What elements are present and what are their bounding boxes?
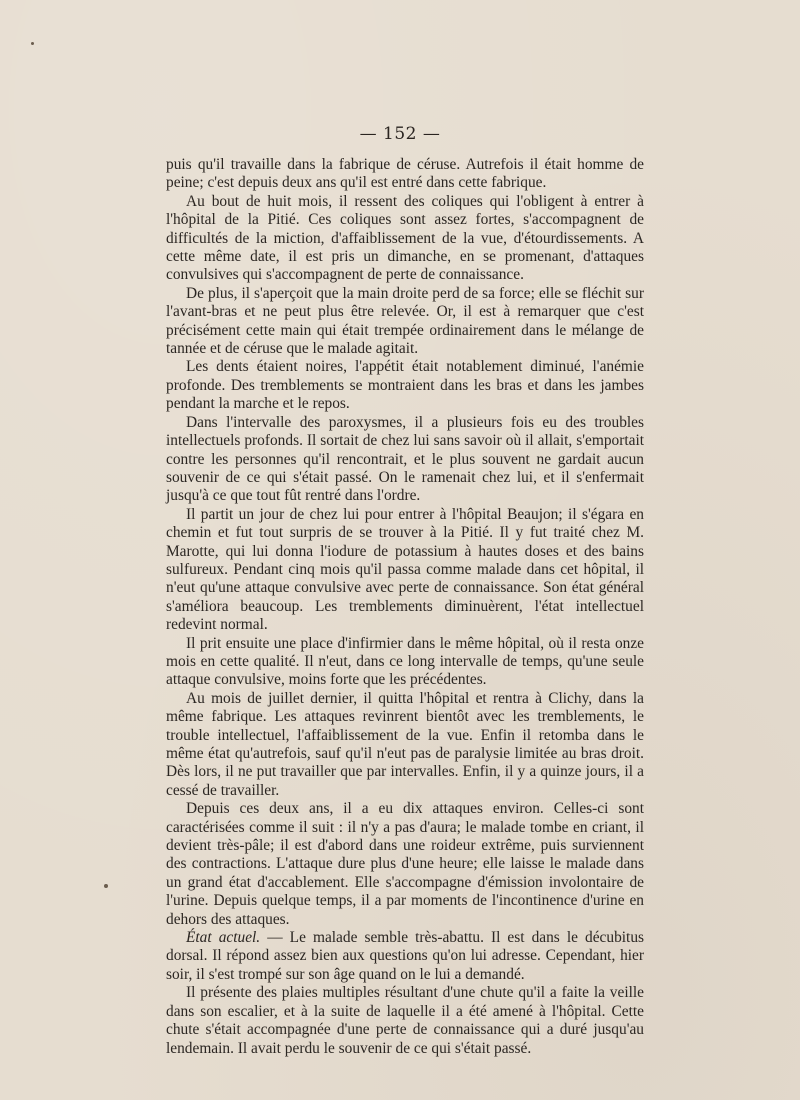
paragraph: Au mois de juillet dernier, il quitta l'hôpital et rentra à Clichy, dans la même fabrique. Les attaques revinrent bientôt avec les tremblements, le trouble intellectuel, l'affaiblissement de la vue. Enfin il retomba dans le même état qu'autrefois, sauf qu'il n'eut pas de paralysie limitée au bras droit. Dès lors, il ne put travailler que par intervalles. Enfin, il y a quinze jours, il a cessé de travailler. [166, 689, 644, 799]
paper-speck [31, 42, 34, 45]
paragraph: Il présente des plaies multiples résultant d'une chute qu'il a faite la veille dans son escalier, et à la suite de laquelle il a été amené à l'hôpital. Cette chute s'était accompagnée d'une perte de connaissance qui a duré jusqu'au lendemain. Il avait perdu le souvenir de ce qui s'était passé. [166, 984, 644, 1057]
state-text: — Le malade semble très-abattu. Il est dans le décubitus dorsal. Il répond assez bien aux questions qu'on lui adresse. Cependant, hier soir, il s'est trompé sur son âge quand on le lui a demandé. [166, 929, 645, 983]
body-text [166, 156, 644, 1058]
paper-speck [104, 884, 108, 888]
paragraph: De plus, il s'aperçoit que la main droite perd de sa force; elle se fléchit sur l'avant-bras et ne peut plus être relevée. Or, il est à remarquer que c'est précisément cette main qui était trempée ordinairement dans le mélange de tannée et de céruse que le malade agitait. [166, 284, 644, 358]
paragraph: Il partit un jour de chez lui pour entrer à l'hôpital Beaujon; il s'égara en chemin et fut tout surpris de se trouver à la Pitié. Il y fut traité chez M. Marotte, qui lui donna l'iodure de potassium à hautes doses et des bains sulfureux. Pendant cinq mois qu'il passa comme malade dans cet hôpital, il n'eut qu'une attaque convulsive avec perte de connaissance. Son état général s'améliora beaucoup. Les tremblements diminuèrent, l'état intellectuel redevint normal. [166, 505, 644, 634]
paragraph: Au bout de huit mois, il ressent des coliques qui l'obligent à entrer à l'hôpital de la Pitié. Ces coliques sont assez fortes, s'accompagnent de difficultés de la miction, d'affaiblissement de la vue, d'étourdissements. A cette même date, il est pris un dimanche, en se promenant, d'attaques convulsives qui s'accompagnent de perte de connaissance. [166, 192, 644, 284]
paragraph: puis qu'il travaille dans la fabrique de céruse. Autrefois il était homme de peine; c'est depuis deux ans qu'il est entré dans cette fabrique. [166, 156, 644, 192]
paragraph: Les dents étaient noires, l'appétit était notablement diminué, l'anémie profonde. Des tremblements se montraient dans les bras et dans les jambes pendant la marche et le repos. [166, 358, 644, 413]
paragraph: Dans l'intervalle des paroxysmes, il a plusieurs fois eu des troubles intellectuels profonds. Il sortait de chez lui sans savoir où il allait, s'emportait contre les personnes qu'il rencontrait, et le plus souvent ne gardait aucun souvenir de ce qui s'était passé. On le ramenait chez lui, et il s'enfermait jusqu'à ce que tout fût rentré dans l'ordre. [166, 413, 644, 505]
page-number: — 152 — [359, 124, 441, 144]
paragraph-state [166, 929, 644, 984]
paragraph: Il prit ensuite une place d'infirmier dans le même hôpital, où il resta onze mois en cette qualité. Il n'eut, dans ce long intervalle de temps, qu'une seule attaque convulsive, moins forte que les précédentes. [166, 634, 644, 689]
section-heading-etat-actuel: État actuel. [186, 929, 261, 947]
paragraph: Depuis ces deux ans, il a eu dix attaques environ. Celles-ci sont caractérisées comme il suit : il n'y a pas d'aura; le malade tombe en criant, il devient très-pâle; il est d'abord dans une roideur extrême, puis surviennent des contractions. L'attaque dure plus d'une heure; elle laisse le malade dans un grand état d'accablement. Elle s'accompagne d'émission involontaire de l'urine. Depuis quelque temps, il a par moments de l'incontinence d'urine en dehors des attaques. [166, 800, 644, 928]
